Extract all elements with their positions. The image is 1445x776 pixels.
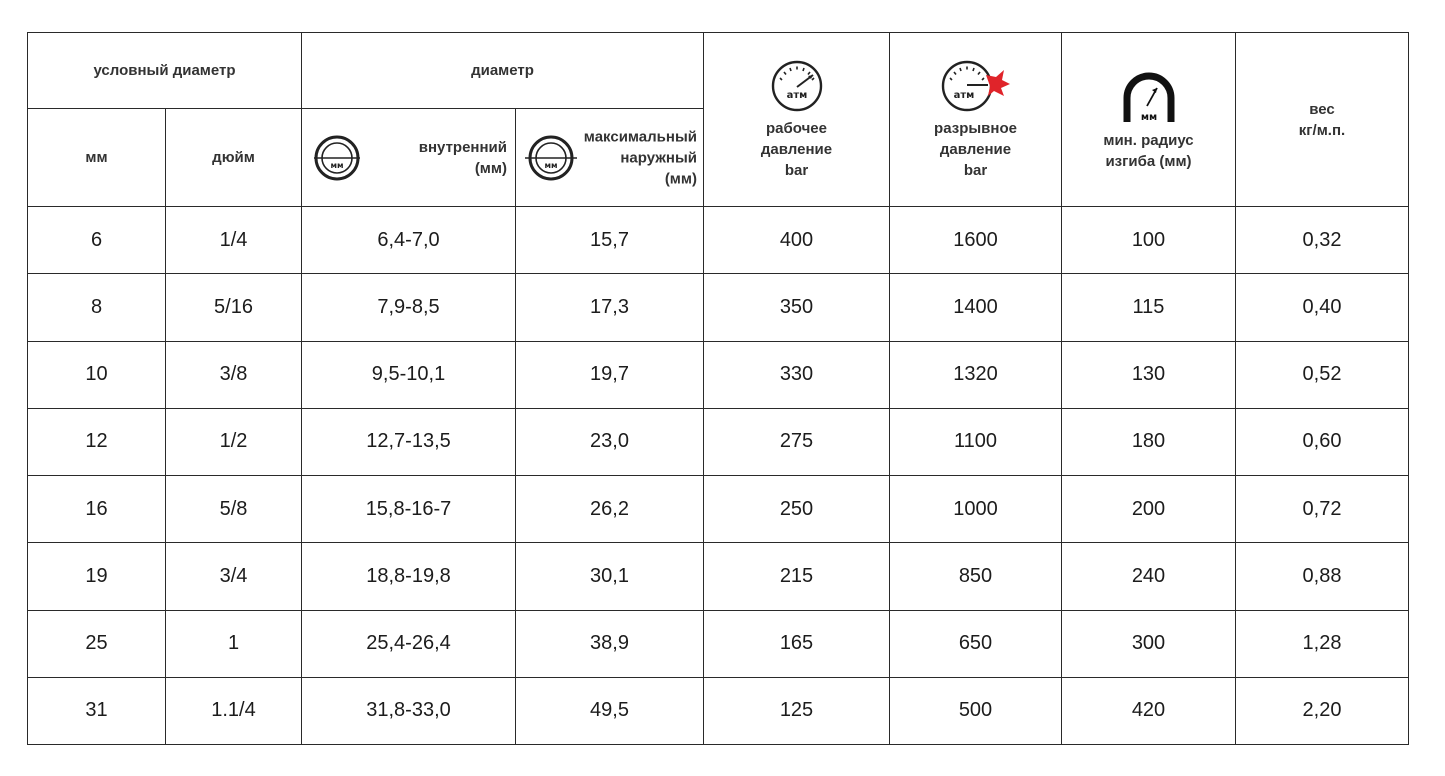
cell-burst-pressure: 1320 [890,341,1062,408]
cell-inch: 1/4 [166,207,302,274]
cell-inch: 3/8 [166,341,302,408]
radius-line1: мин. радиус [1103,131,1194,149]
burst-line3: bar [963,162,988,179]
cell-burst-pressure: 850 [890,543,1062,610]
cell-inch: 1 [166,610,302,677]
weight-line2: кг/м.п. [1298,121,1346,139]
header-inch: дюйм [166,109,302,207]
header-burst-pressure [890,33,1062,207]
cell-bend-radius: 130 [1062,341,1236,408]
working-line3: bar [784,162,809,179]
table-row [28,341,1409,408]
inner-line1: внутренний [418,138,507,156]
cell-working-pressure: 125 [704,677,890,744]
table-row [28,543,1409,610]
cell-weight: 0,32 [1236,207,1409,274]
outer-icon-mm: мм [544,160,558,170]
cell-mm: 16 [28,476,166,543]
table-row [28,408,1409,475]
cell-inner-diameter: 12,7-13,5 [302,408,516,475]
cell-burst-pressure: 650 [890,610,1062,677]
table-row [28,476,1409,543]
cell-inch: 1.1/4 [166,677,302,744]
header-nominal-diameter: условный диаметр [28,33,302,109]
cell-bend-radius: 180 [1062,408,1236,475]
cell-outer-diameter: 49,5 [516,677,704,744]
cell-mm: 8 [28,274,166,341]
cell-inner-diameter: 9,5-10,1 [302,341,516,408]
cell-mm: 19 [28,543,166,610]
cell-mm: 25 [28,610,166,677]
bend-radius-icon [1117,68,1181,124]
cell-working-pressure: 250 [704,476,890,543]
cell-outer-diameter: 23,0 [516,408,704,475]
header-working-pressure [704,33,890,207]
cell-inch: 5/16 [166,274,302,341]
gauge-icon [768,58,826,112]
cell-outer-diameter: 38,9 [516,610,704,677]
cell-burst-pressure: 1400 [890,274,1062,341]
cell-weight: 0,60 [1236,408,1409,475]
table-row [28,207,1409,274]
cell-bend-radius: 240 [1062,543,1236,610]
cell-mm: 10 [28,341,166,408]
cell-weight: 0,88 [1236,543,1409,610]
burst-line2: давление [939,141,1012,158]
cell-inner-diameter: 25,4-26,4 [302,610,516,677]
inner-line2: (мм) [474,159,507,177]
cell-weight: 2,20 [1236,677,1409,744]
cell-outer-diameter: 15,7 [516,207,704,274]
cell-burst-pressure: 1600 [890,207,1062,274]
cell-inner-diameter: 6,4-7,0 [302,207,516,274]
radius-line2: изгиба (мм) [1105,152,1192,170]
cell-bend-radius: 420 [1062,677,1236,744]
cell-weight: 0,52 [1236,341,1409,408]
header-bend-radius [1062,33,1236,207]
inner-icon-mm: мм [330,160,344,170]
header-row-top [28,33,1409,109]
cell-bend-radius: 100 [1062,207,1236,274]
cell-inch: 3/4 [166,543,302,610]
header-mm: мм [28,109,166,207]
cell-working-pressure: 400 [704,207,890,274]
cell-inner-diameter: 7,9-8,5 [302,274,516,341]
cell-working-pressure: 215 [704,543,890,610]
outer-line1: максимальный [583,128,697,145]
cell-weight: 0,40 [1236,274,1409,341]
burst-line1: разрывное [934,120,1017,137]
header-outer-diameter [516,109,704,207]
pipe-cross-section-icon [312,133,362,183]
outer-line2: наружный [620,149,697,166]
hose-spec-table [27,32,1409,745]
cell-mm: 31 [28,677,166,744]
working-line1: рабочее [766,120,827,137]
cell-bend-radius: 115 [1062,274,1236,341]
cell-inch: 1/2 [166,408,302,475]
bend-mm-label: мм [1140,111,1157,123]
cell-outer-diameter: 26,2 [516,476,704,543]
table-row [28,677,1409,744]
cell-working-pressure: 275 [704,408,890,475]
burst-gauge-icon [938,58,1014,112]
cell-working-pressure: 350 [704,274,890,341]
pipe-cross-section-icon-outer [524,133,578,183]
cell-working-pressure: 330 [704,341,890,408]
atm-label-burst: атм [953,90,974,101]
weight-line1: вес [1309,100,1335,118]
cell-burst-pressure: 1000 [890,476,1062,543]
cell-inch: 5/8 [166,476,302,543]
cell-burst-pressure: 1100 [890,408,1062,475]
cell-outer-diameter: 17,3 [516,274,704,341]
cell-outer-diameter: 19,7 [516,341,704,408]
cell-inner-diameter: 31,8-33,0 [302,677,516,744]
atm-label: атм [786,90,807,101]
cell-outer-diameter: 30,1 [516,543,704,610]
header-diameter: диаметр [302,33,704,109]
cell-weight: 1,28 [1236,610,1409,677]
cell-burst-pressure: 500 [890,677,1062,744]
cell-bend-radius: 300 [1062,610,1236,677]
header-inner-diameter [302,109,516,207]
table-row [28,610,1409,677]
table-row [28,274,1409,341]
outer-line3: (мм) [664,170,697,187]
cell-weight: 0,72 [1236,476,1409,543]
table-body [28,207,1409,745]
header-weight [1236,33,1409,207]
cell-working-pressure: 165 [704,610,890,677]
cell-mm: 12 [28,408,166,475]
cell-inner-diameter: 18,8-19,8 [302,543,516,610]
cell-inner-diameter: 15,8-16-7 [302,476,516,543]
cell-bend-radius: 200 [1062,476,1236,543]
working-line2: давление [760,141,833,158]
cell-mm: 6 [28,207,166,274]
